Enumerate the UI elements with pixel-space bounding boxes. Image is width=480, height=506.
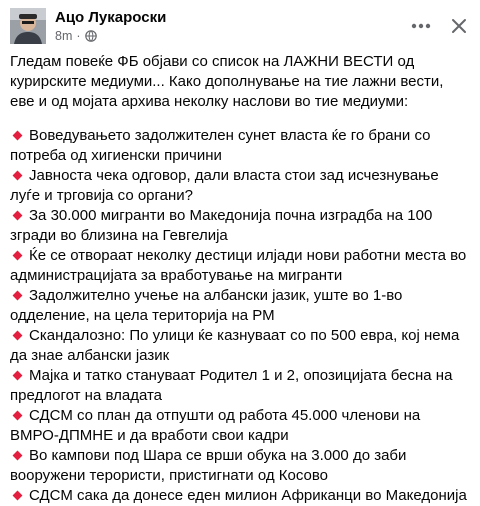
list-item-text: Воведувањето задолжителен сунет власта ќе го брани со потреба од хигиенски причини <box>10 127 431 164</box>
list-item-text: СДСМ со план да отпушти од работа 45.000 членови на ВМРО-ДПМНЕ и да вработи свои кадри <box>10 407 421 444</box>
red-diamond-icon <box>13 131 23 141</box>
red-diamond-icon <box>13 211 23 221</box>
list-item-text: Мајка и татко стануваат Родител 1 и 2, опозицијата бесна на предлогот на владата <box>10 367 453 404</box>
list-item-text: Јавноста чека одговор, дали власта стои зад исчезнување луѓе и трговија со органи? <box>10 167 439 204</box>
list-item-text: Ќе се отвораат неколку дестици илјади нови работни места во администрацијата за вработување на мигранти <box>10 247 467 284</box>
list-item-text: За 30.000 мигранти во Македонија почна изградба на 100 згради во близина на Гевгелија <box>10 207 433 244</box>
red-diamond-icon <box>13 411 23 421</box>
list-item <box>10 286 470 326</box>
list-item-text: Во кампови под Шара се врши обука на 3.000 до заби вооружени терористи, пристигнати од Косово <box>10 447 407 484</box>
red-diamond-icon <box>13 331 23 341</box>
red-diamond-icon <box>13 491 23 501</box>
red-diamond-icon <box>13 251 23 261</box>
header-actions <box>410 15 470 37</box>
list-item <box>10 366 470 406</box>
post-meta <box>55 9 166 44</box>
red-diamond-icon <box>13 171 23 181</box>
list-item-text: СДСМ сака да донесе еден милион Африканци во Македонија <box>29 487 467 504</box>
post-subline <box>55 28 166 44</box>
list-item <box>10 406 470 446</box>
list-item-text: Задолжително учење на албански јазик, уште во 1-во одделение, на цела територија на РМ <box>10 287 403 324</box>
list-item <box>10 446 470 486</box>
list-item <box>10 206 470 246</box>
red-diamond-icon <box>13 291 23 301</box>
post-header <box>10 8 470 44</box>
post-body <box>10 52 470 506</box>
author-name[interactable]: Ацо Лукароски <box>55 8 167 26</box>
more-options-icon[interactable] <box>410 15 432 37</box>
list-item <box>10 126 470 166</box>
close-icon[interactable] <box>448 15 470 37</box>
red-diamond-icon <box>13 371 23 381</box>
red-diamond-icon <box>13 451 23 461</box>
list-item <box>10 166 470 206</box>
list-item-text: Скандалозно: По улици ќе казнуваат со по 500 евра, кој нема да знае албански јазик <box>10 327 460 364</box>
post-intro: Гледам повеќе ФБ објави со список на ЛАЖНИ ВЕСТИ од курирските медиуми... Како дополнување на тие лажни вести, еве и од мојата архива неколку наслови во тие медиуми: <box>10 53 444 110</box>
globe-icon <box>85 30 97 42</box>
avatar[interactable] <box>10 8 46 44</box>
separator-dot: · <box>76 28 81 43</box>
list-item <box>10 246 470 286</box>
list-item <box>10 326 470 366</box>
post-timestamp[interactable]: 8m <box>55 28 73 43</box>
list-item <box>10 486 470 506</box>
